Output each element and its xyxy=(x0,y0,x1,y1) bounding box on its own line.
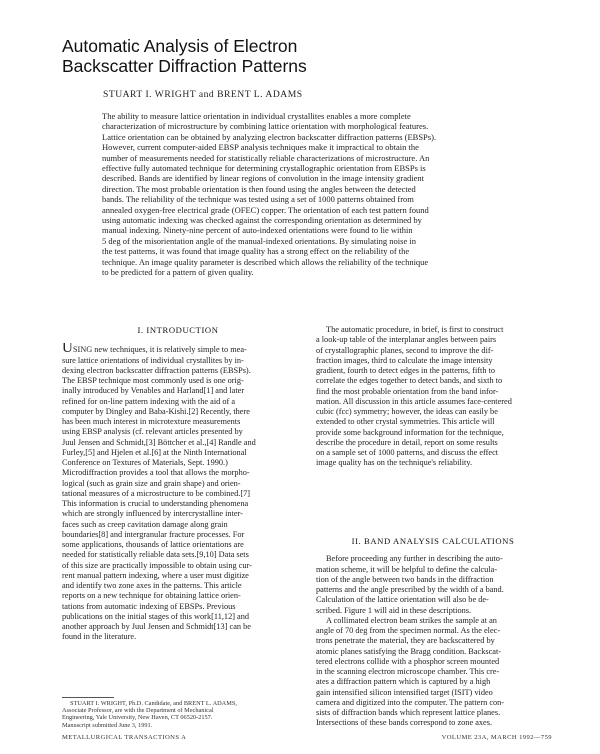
abstract-line: Lattice orientation can be obtained by analyzing electron backscatter diffraction patterns (EBSPs). xyxy=(102,131,437,142)
right-column-intro xyxy=(316,325,550,469)
abstract-line: bands. The reliability of the technique was tested using a set of 1000 patterns obtained from xyxy=(102,194,414,205)
body-text-line: mation. All discussion in this article assumes face-centered xyxy=(316,396,512,406)
body-text-line: angle of 70 deg from the specimen normal. As the elec- xyxy=(316,626,501,635)
abstract-line: The ability to measure lattice orientation in individual crystallites enables a more complete xyxy=(102,111,411,121)
body-text-line: inally introduced by Venables and Harland[1] and later xyxy=(62,386,245,396)
body-text-line: of this size are practically impossible to obtain using cur- xyxy=(62,560,252,570)
section-heading-introduction: I. INTRODUCTION xyxy=(137,325,219,335)
abstract-line: effective fully automated technique for determining crystallographic orientation from EBSPs is xyxy=(102,163,426,174)
abstract-line: characterization of microstructure by combining lattice orientation with morphological features. xyxy=(102,121,429,132)
abstract-line: technique. An image quality parameter is described which allows the reliability of the technique xyxy=(102,256,429,267)
body-text-line: sists of diffraction bands which represent lattice planes. xyxy=(316,708,501,717)
body-text-line: scribed. Figure 1 will aid in these descriptions. xyxy=(316,605,472,615)
body-text-line: Before proceeding any further in describing the auto- xyxy=(326,554,503,564)
body-text-line: a look-up table of the interplanar angles between pairs xyxy=(316,335,497,345)
body-text-line: on a sample set of 1000 patterns, and discuss the effect xyxy=(316,448,499,457)
body-text-line: This information is crucial to understanding phenomena xyxy=(62,499,249,508)
body-text-line: camera and digitized into the computer. The pattern con- xyxy=(316,697,505,707)
body-text-line: dexing electron backscatter diffraction patterns (EBSPs). xyxy=(62,365,251,375)
abstract-line: annealed oxygen-free electrical grade (OFEC) copper. The orientation of each test pattern found xyxy=(102,204,429,215)
footnote-line: STUART I. WRIGHT, Ph.D. Candidate, and BRENT L. ADAMS, xyxy=(70,700,237,707)
intro-paragraph xyxy=(62,356,294,643)
body-text-line: Juul Jensen and Schmidt,[3] Böttcher et al.,[4] Randle and xyxy=(62,437,256,447)
body-text-line: needed for statistically reliable data sets.[9,10] Data sets xyxy=(62,550,249,560)
section-heading-band-analysis: II. BAND ANALYSIS CALCULATIONS xyxy=(351,536,515,546)
body-text-line: found in the literature. xyxy=(62,632,137,642)
abstract-line: to be predicted for a pattern of given quality. xyxy=(102,267,254,278)
body-text-line: Calculation of the lattice orientation will also be de- xyxy=(316,595,489,605)
body-text-line: logical (such as grain size and grain shape) and orien- xyxy=(62,478,241,488)
author-line: STUART I. WRIGHT and BRENT L. ADAMS xyxy=(103,89,303,100)
body-text-line: A collimated electron beam strikes the sample at an xyxy=(326,615,497,625)
body-text-line: correlate the edges together to detect bands, and sixth to xyxy=(316,376,503,386)
body-text-line: of crystallographic planes, second to improve the dif- xyxy=(316,345,494,355)
body-text-line: has been much interest in microtexture measurements xyxy=(62,417,241,426)
body-text-line: publications on the initial stages of this work[11,12] and xyxy=(62,611,250,621)
body-text-line: Intersections of these bands correspond to zone axes. xyxy=(316,718,493,728)
body-text-line: which are strongly influenced by intercrystalline inter- xyxy=(62,509,243,519)
footnote-line: Manuscript submitted June 3, 1991. xyxy=(62,721,153,729)
footnote-line: Engineering, Yale University, New Haven, CT 06520-2157. xyxy=(62,714,213,722)
body-text-line: reports on a new technique for obtaining lattice orien- xyxy=(62,591,241,601)
right-column-section-2 xyxy=(316,536,550,729)
body-text-line: gain intensified silicon intensified target (ISIT) video xyxy=(316,687,493,697)
abstract-line: using automatic indexing was checked against the corresponding orientation as determined by xyxy=(102,215,422,226)
abstract-line: the test patterns, it was found that image quality has a strong effect on the reliability of the xyxy=(102,246,410,257)
abstract-line: However, current computer-aided EBSP analysis techniques make it impractical to obtain the xyxy=(102,142,419,153)
body-text-line: find the most probable orientation from the band infor- xyxy=(316,386,499,396)
body-text-line: using EBSP analysis (cf. relevant articles presented by xyxy=(62,427,243,437)
body-text-line: The EBSP technique most commonly used is one orig- xyxy=(62,376,244,385)
body-text-line: rent manual pattern indexing, where a user must digitize xyxy=(62,570,249,580)
body-text-line: some applications, thousands of lattice orientations are xyxy=(62,540,244,549)
body-text-line: atomic planes satisfying the Bragg condition. Backscat- xyxy=(316,646,502,656)
body-text-line: tational measures of a microstructure to be combined.[7] xyxy=(62,488,250,498)
footnote-line: Associate Professor, are with the Department of Mechanical xyxy=(62,707,214,715)
journal-name-footer: METALLURGICAL TRANSACTIONS A xyxy=(62,734,187,741)
body-text-line: tion of the angle between two bands in the diffraction xyxy=(316,574,494,584)
body-text-line: tations from automatic indexing of EBSPs. Previous xyxy=(62,601,236,611)
body-text-line: boundaries[8] and intergranular fracture processes. For xyxy=(62,529,245,539)
body-text-line: mation scheme, it will be helpful to define the calcula- xyxy=(316,564,498,574)
body-text-line: faces such as creep cavitation damage along grain xyxy=(62,519,228,529)
drop-cap: U xyxy=(62,343,73,356)
volume-page-footer: VOLUME 23A, MARCH 1992—759 xyxy=(441,734,552,741)
body-text-line: Microdiffraction provides a tool that allows the morpho- xyxy=(62,468,250,478)
body-text-line: tered electrons collide with a phosphor screen mounted xyxy=(316,656,500,666)
body-text-line: ates a diffraction pattern which is captured by a high xyxy=(316,677,491,687)
body-text-line: Conference on Textures of Materials, Sept. 1990.) xyxy=(62,458,228,467)
abstract-line: 5 deg of the misorientation angle of the manual-indexed orientations. By simulating noise in xyxy=(102,235,416,246)
abstract-line: described. Bands are identified by linear regions of convolution in the image intensity gradient xyxy=(102,173,424,184)
title-line: Backscatter Diffraction Patterns xyxy=(62,56,307,76)
body-text-line: provide some background information for the technique, xyxy=(316,427,504,437)
left-column xyxy=(62,325,294,643)
body-text-line: in the scanning electron microscope chamber. This cre- xyxy=(316,667,500,676)
body-text-line: sure lattice orientations of individual crystallites by in- xyxy=(62,355,244,365)
abstract-line: manual indexing. Ninety-nine percent of auto-indexed orientations were found to lie within xyxy=(102,225,413,236)
body-text-line: computer by Dingley and Baba-Kishi.[2] Recently, there xyxy=(62,406,250,416)
footnote-rule xyxy=(62,697,114,698)
body-text-line: Furley,[5] and Hjelen et al.[6] at the Ninth International xyxy=(62,447,247,457)
body-text-line: gradient, fourth to detect edges in the patterns, fifth to xyxy=(316,366,496,375)
body-text-line: image quality has on the technique's reliability. xyxy=(316,458,473,468)
author-footnote xyxy=(62,700,294,729)
body-text-line: The automatic procedure, in brief, is first to construct xyxy=(326,325,504,334)
body-text-line: fraction images, third to calculate the image intensity xyxy=(316,355,493,365)
title-line: Automatic Analysis of Electron xyxy=(62,36,298,56)
body-text-line: trons penetrate the material, they are backscattered by xyxy=(316,636,495,646)
abstract-line: number of measurements needed for statistically reliable characterizations of microstructure. An xyxy=(102,152,430,163)
article-title xyxy=(62,36,542,76)
band-analysis-paragraph xyxy=(316,554,550,728)
body-text-line: another approach by Juul Jensen and Schmidt[13] can be xyxy=(62,622,251,631)
body-text-line xyxy=(62,343,294,355)
body-text-line: cubic (fcc) symmetry; however, the ideas can easily be xyxy=(316,407,498,416)
first-line-text: SING new techniques, it is relatively simple to mea- xyxy=(72,345,247,355)
body-text-line: refined for on-line pattern indexing with the aid of a xyxy=(62,396,236,406)
abstract xyxy=(102,111,526,278)
body-text-line: describe the procedure in detail, report on some results xyxy=(316,437,498,447)
body-text-line: patterns and the angle prescribed by the width of a band. xyxy=(316,585,504,594)
abstract-line: direction. The most probable orientation is then found using the angles between the detected xyxy=(102,183,416,194)
body-text-line: extended to other crystal symmetries. This article will xyxy=(316,417,495,427)
body-text-line: and identify two zone axes in the patterns. This article xyxy=(62,581,242,590)
